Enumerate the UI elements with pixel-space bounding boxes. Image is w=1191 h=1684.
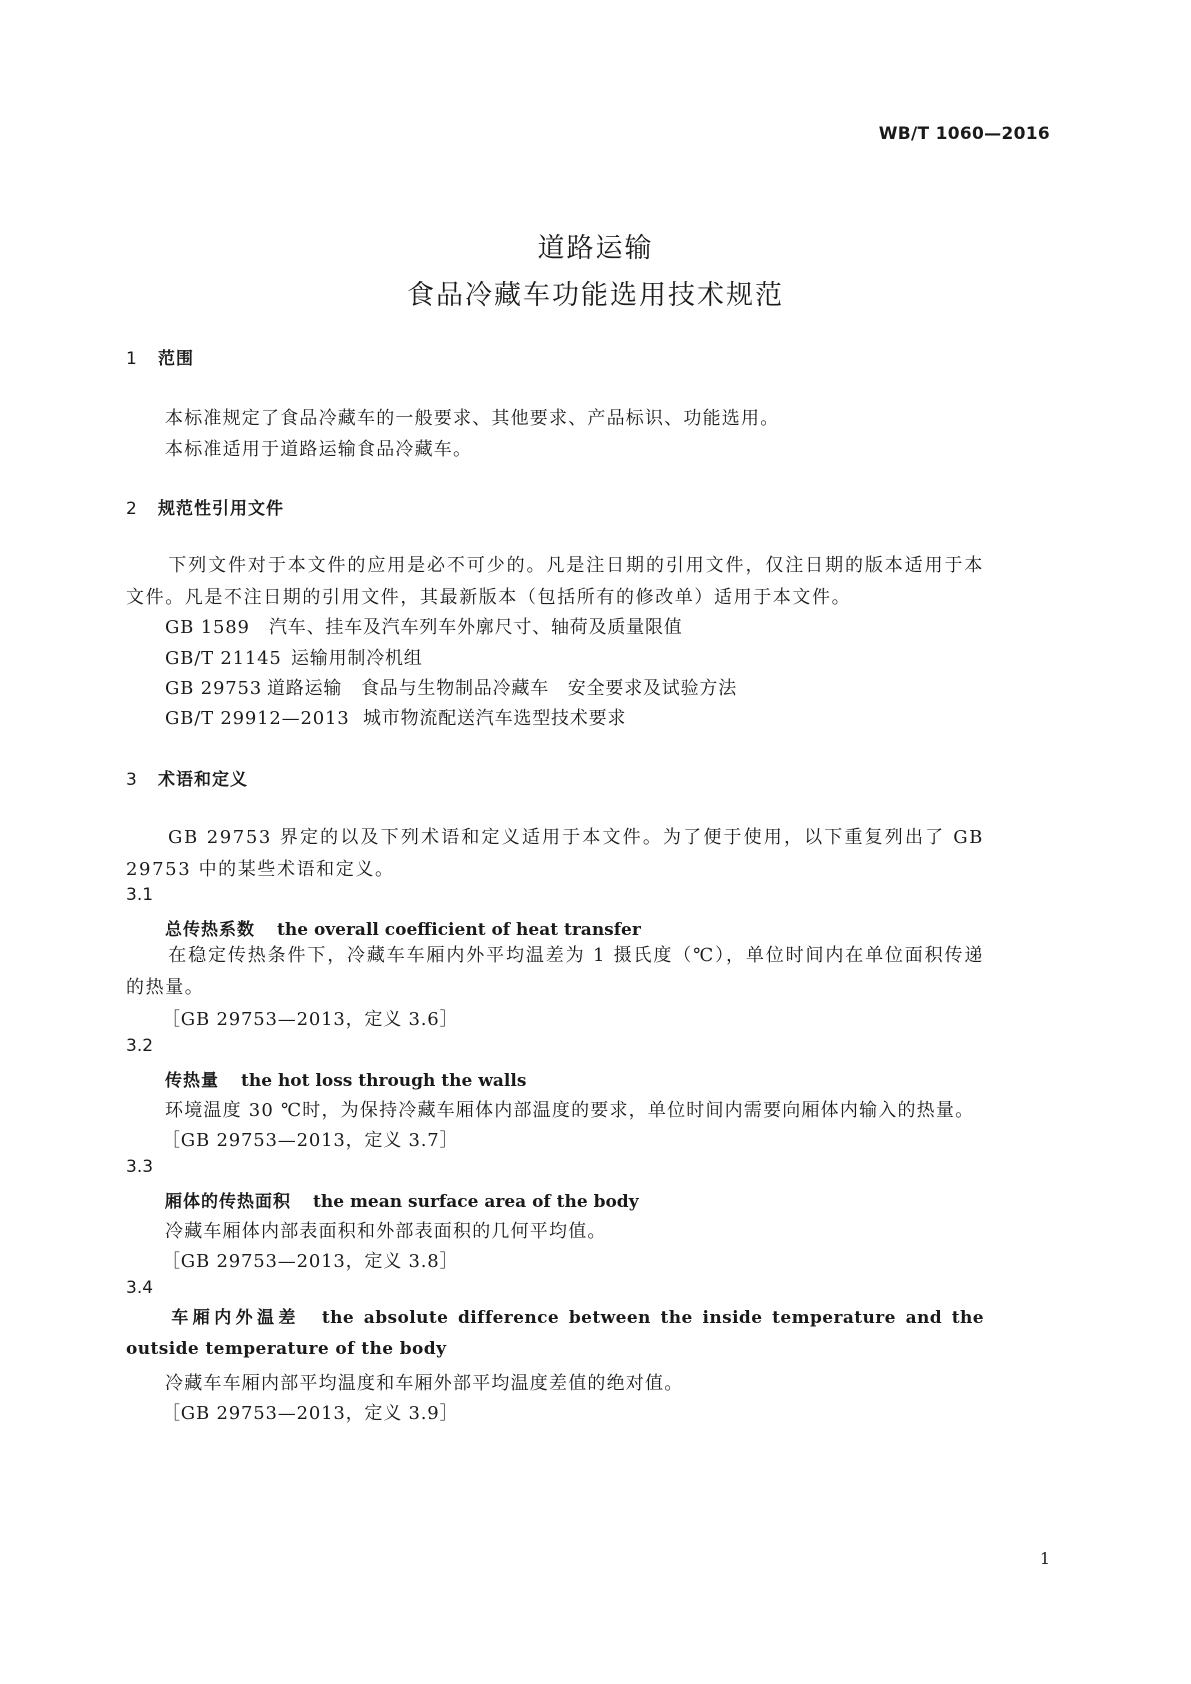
section-number: 3 xyxy=(126,770,138,790)
section-number: 2 xyxy=(126,499,138,519)
reference-item xyxy=(165,704,626,730)
reference-title: 道路运输 食品与生物制品冷藏车 安全要求及试验方法 xyxy=(267,678,737,699)
term-english: the hot loss through the walls xyxy=(241,1071,527,1091)
paragraph: 下列文件对于本文件的应用是必不可少的。凡是注日期的引用文件，仅注日期的版本适用于本文件。凡是不注日期的引用文件，其最新版本（包括所有的修改单）适用于本文件。 xyxy=(126,555,984,608)
standard-code: WB/T 1060—2016 xyxy=(878,124,1050,144)
term-source: ［GB 29753—2013，定义 3.6］ xyxy=(162,1009,459,1030)
term-definition: 冷藏车车厢内部平均温度和车厢外部平均温度差值的绝对值。 xyxy=(165,1373,684,1394)
term-source: ［GB 29753—2013，定义 3.8］ xyxy=(162,1251,459,1272)
document-title-line1: 道路运输 xyxy=(537,233,654,264)
term-chinese: 车厢内外温差 xyxy=(168,1308,300,1328)
term-source: ［GB 29753—2013，定义 3.9］ xyxy=(162,1403,459,1424)
term-heading xyxy=(165,915,641,940)
reference-code: GB 1589 xyxy=(165,617,250,638)
section-title: 规范性引用文件 xyxy=(158,499,284,519)
term-definition: 在稳定传热条件下，冷藏车车厢内外平均温差为 1 摄氏度（℃），单位时间内在单位面积传递的热量。 xyxy=(126,945,984,998)
term-source: ［GB 29753—2013，定义 3.7］ xyxy=(162,1130,459,1151)
reference-code: GB 29753 xyxy=(165,678,262,699)
reference-title: 汽车、挂车及汽车列车外廓尺寸、轴荷及质量限值 xyxy=(269,617,683,638)
paragraph: 本标准规定了食品冷藏车的一般要求、其他要求、产品标识、功能选用。 xyxy=(165,408,780,429)
term-english: the mean surface area of the body xyxy=(313,1192,639,1212)
term-number: 3.2 xyxy=(126,1036,154,1056)
term-heading xyxy=(126,1303,984,1365)
term-number: 3.4 xyxy=(126,1278,154,1298)
section-number: 1 xyxy=(126,349,138,369)
term-number: 3.3 xyxy=(126,1157,154,1177)
page-number: 1 xyxy=(1039,1549,1050,1568)
reference-item xyxy=(165,644,423,670)
reference-code: GB/T 21145 xyxy=(165,648,282,669)
section-2-heading xyxy=(126,494,284,519)
term-heading xyxy=(165,1187,639,1212)
term-chinese: 总传热系数 xyxy=(165,920,255,940)
section-title: 术语和定义 xyxy=(158,770,248,790)
term-definition: 环境温度 30 ℃时，为保持冷藏车厢体内部温度的要求，单位时间内需要向厢体内输入的热量。 xyxy=(165,1100,975,1121)
reference-code: GB/T 29912—2013 xyxy=(165,708,350,729)
section-title: 范围 xyxy=(158,349,194,369)
reference-item xyxy=(165,674,737,700)
reference-item xyxy=(165,613,683,639)
document-title-line2: 食品冷藏车功能选用技术规范 xyxy=(407,280,784,311)
term-number: 3.1 xyxy=(126,885,154,905)
term-heading xyxy=(165,1066,526,1091)
paragraph: 本标准适用于道路运输食品冷藏车。 xyxy=(165,439,473,460)
term-definition: 冷藏车厢体内部表面积和外部表面积的几何平均值。 xyxy=(165,1221,607,1242)
term-english: the overall coefficient of heat transfer xyxy=(277,920,641,940)
term-chinese: 厢体的传热面积 xyxy=(165,1192,291,1212)
section-1-heading xyxy=(126,344,194,369)
term-english: the absolute difference between the inside temperature and the outside temperature of the body xyxy=(126,1308,985,1359)
reference-title: 运输用制冷机组 xyxy=(291,648,423,669)
reference-title: 城市物流配送汽车选型技术要求 xyxy=(363,708,627,729)
term-chinese: 传热量 xyxy=(165,1071,219,1091)
paragraph: GB 29753 界定的以及下列术语和定义适用于本文件。为了便于使用，以下重复列出了 GB 29753 中的某些术语和定义。 xyxy=(126,827,984,880)
section-3-heading xyxy=(126,765,248,790)
